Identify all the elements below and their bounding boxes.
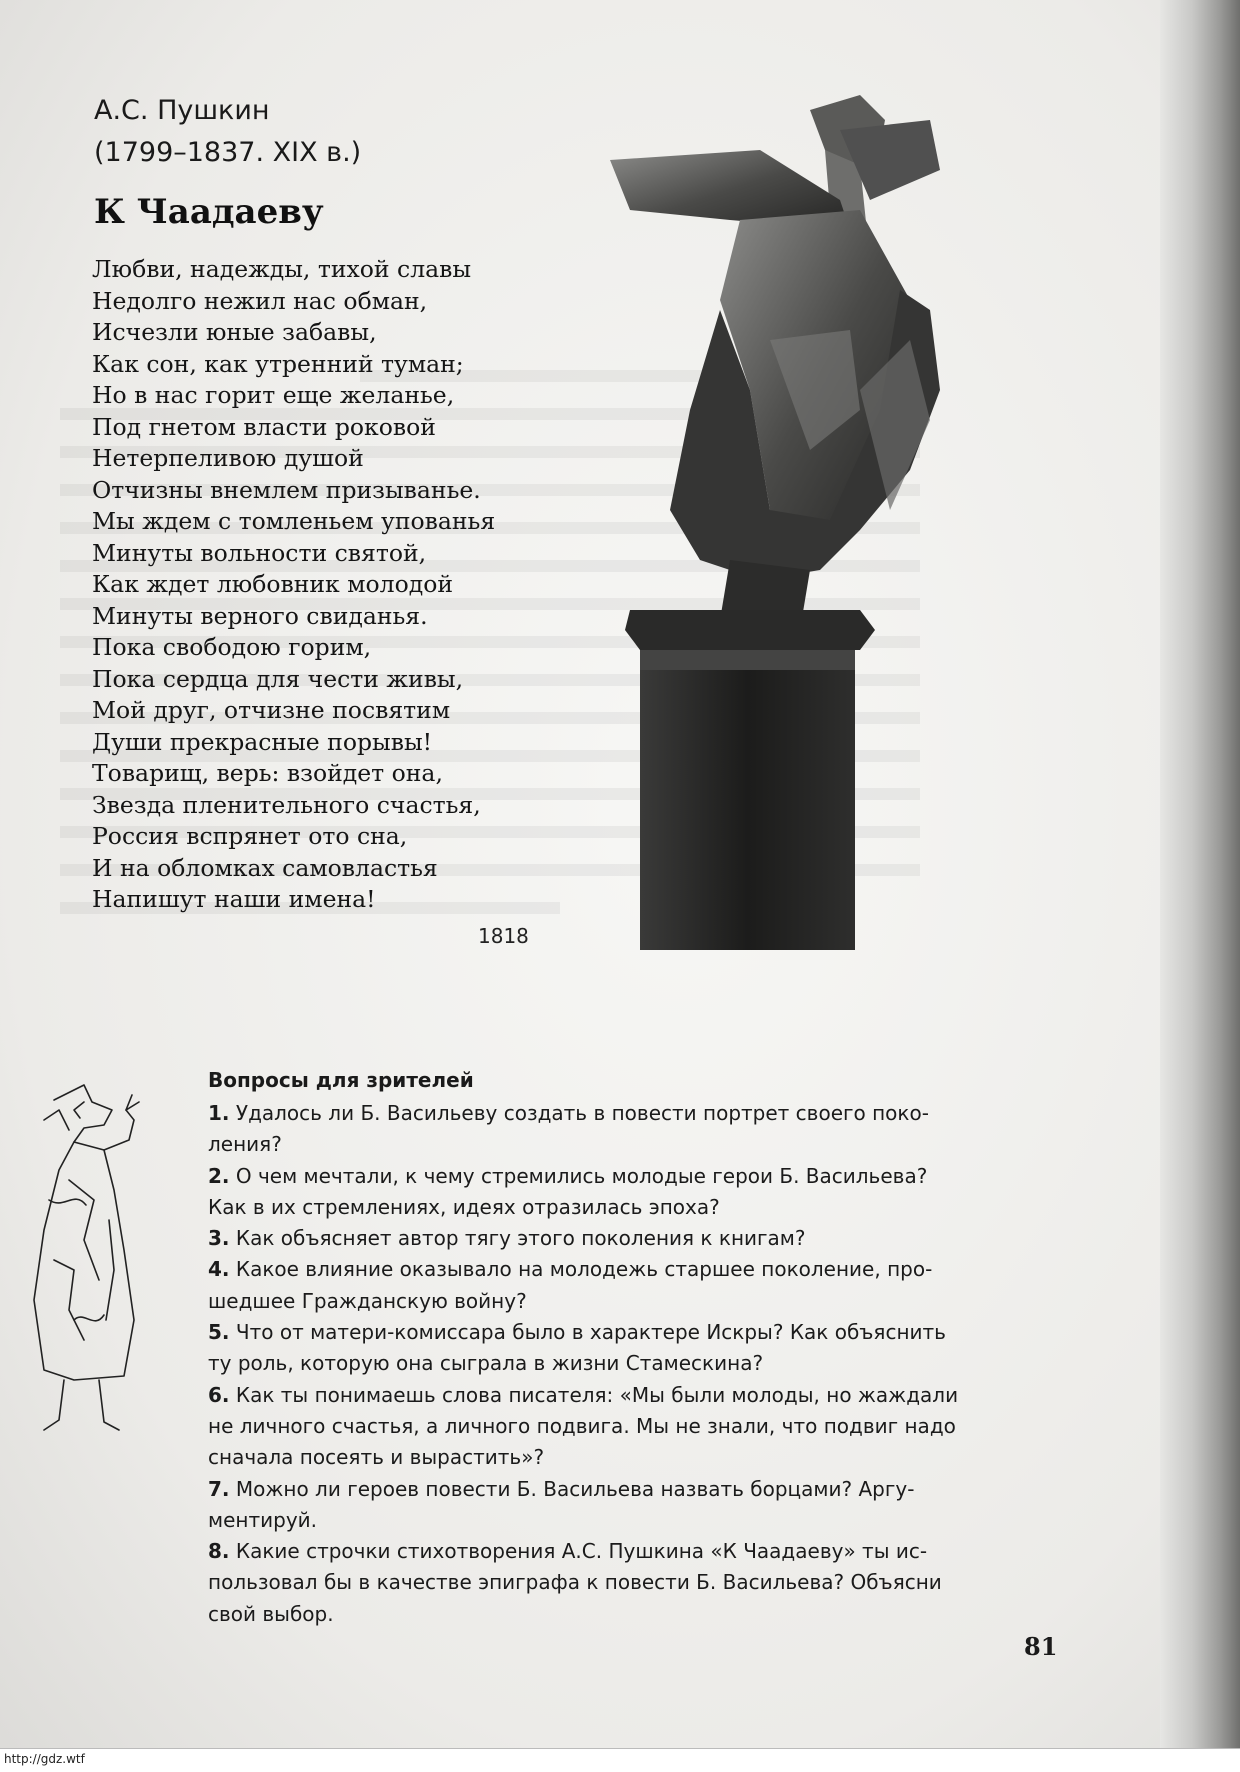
- watermark-url: http://gdz.wtf: [4, 1752, 85, 1766]
- poem-line: Мы ждем с томленьем упованья: [92, 507, 496, 535]
- questions-list: [208, 1098, 988, 1630]
- question-text: Как ты понимаешь слова писателя: «Мы были молоды, но жаждали: [235, 1382, 959, 1407]
- question-number: 2.: [208, 1163, 230, 1188]
- question-text-line: не личного счастья, а личного подвига. Мы не знали, что подвиг надо: [208, 1413, 956, 1438]
- poem-line: Россия вспрянет ото сна,: [92, 822, 408, 850]
- question-item: [208, 1474, 988, 1505]
- question-text: Можно ли героев повести Б. Васильева назвать борцами? Аргу-: [235, 1476, 915, 1501]
- poem-line: Как сон, как утренний туман;: [92, 349, 464, 378]
- watermark-bar: [0, 1748, 1240, 1772]
- question-text: Как объясняет автор тягу этого поколения к книгам?: [235, 1226, 806, 1251]
- monument-photo: [610, 90, 1040, 950]
- poem-line: Любви, надежды, тихой славы: [92, 255, 472, 283]
- question-text-line: пользовал бы в качестве эпиграфа к повести Б. Васильева? Объясни: [208, 1570, 942, 1595]
- poem-line: Мой друг, отчизне посвятим: [92, 696, 451, 724]
- poem-line: Исчезли юные забавы,: [92, 318, 377, 346]
- question-item: [208, 1317, 988, 1348]
- poem-text: [92, 254, 495, 916]
- character-sketch: [14, 1080, 194, 1440]
- question-text-line: ления?: [208, 1132, 282, 1157]
- page-number: 81: [1024, 1632, 1058, 1661]
- poem-title: К Чаадаеву: [94, 192, 324, 232]
- question-text-line: ментируй.: [208, 1507, 318, 1532]
- poem-line: Как ждет любовник молодой: [92, 570, 454, 598]
- question-number: 6.: [208, 1382, 230, 1407]
- question-item: [208, 1098, 988, 1129]
- question-item: [208, 1161, 988, 1192]
- question-text-line: Как в их стремлениях, идеях отразилась эпоха?: [208, 1194, 720, 1219]
- question-text: Какое влияние оказывало на молодежь старшее поколение, про-: [235, 1257, 933, 1282]
- poem-line: Души прекрасные порывы!: [92, 727, 433, 756]
- question-text: Что от матери-комиссара было в характере Искры? Как объяснить: [235, 1320, 946, 1345]
- poem-line: Недолго нежил нас обман,: [92, 286, 428, 315]
- book-spine-shadow: [1160, 0, 1240, 1771]
- question-number: 7.: [208, 1476, 230, 1501]
- poem-line: Отчизны внемлем призыванье.: [92, 475, 481, 504]
- question-number: 8.: [208, 1539, 230, 1564]
- poem-line: Пока свободою горим,: [92, 633, 372, 661]
- questions-heading: Вопросы для зрителей: [208, 1068, 474, 1092]
- question-text-line: ту роль, которую она сыграла в жизни Стамескина?: [208, 1351, 764, 1376]
- question-item: [208, 1536, 988, 1567]
- poem-line: И на обломках самовластья: [92, 853, 438, 882]
- poem-line: Товарищ, верь: взойдет она,: [92, 759, 443, 787]
- author-block: [94, 90, 361, 174]
- question-item: [208, 1380, 988, 1411]
- poem-line: Нетерпеливою душой: [92, 444, 364, 472]
- question-text: О чем мечтали, к чему стремились молодые герои Б. Васильева?: [235, 1163, 928, 1188]
- question-text-line: сначала посеять и вырастить»?: [208, 1445, 545, 1470]
- author-name: А.С. Пушкин: [94, 95, 270, 126]
- question-number: 4.: [208, 1257, 230, 1282]
- question-item: [208, 1254, 988, 1285]
- question-text: Удалось ли Б. Васильеву создать в повести портрет своего поко-: [235, 1101, 929, 1125]
- question-text-line: свой выбор.: [208, 1601, 334, 1626]
- question-text: Какие строчки стихотворения А.С. Пушкина «К Чаадаеву» ты ис-: [235, 1539, 928, 1564]
- question-text-line: шедшее Гражданскую войну?: [208, 1288, 527, 1313]
- poem-line: Минуты вольности святой,: [92, 538, 427, 567]
- question-number: 3.: [208, 1226, 230, 1251]
- question-number: 5.: [208, 1320, 230, 1345]
- question-number: 1.: [208, 1101, 230, 1125]
- poem-line: Напишут наши имена!: [92, 885, 376, 913]
- poem-line: Под гнетом власти роковой: [92, 412, 436, 441]
- author-years: (1799–1837. XIX в.): [94, 137, 362, 168]
- poem-line: Пока сердца для чести живы,: [92, 664, 464, 693]
- poem-line: Но в нас горит еще желанье,: [92, 381, 455, 409]
- poem-line: Минуты верного свиданья.: [92, 601, 428, 630]
- question-item: [208, 1223, 988, 1254]
- poem-year: 1818: [478, 924, 529, 948]
- poem-line: Звезда пленительного счастья,: [92, 790, 481, 819]
